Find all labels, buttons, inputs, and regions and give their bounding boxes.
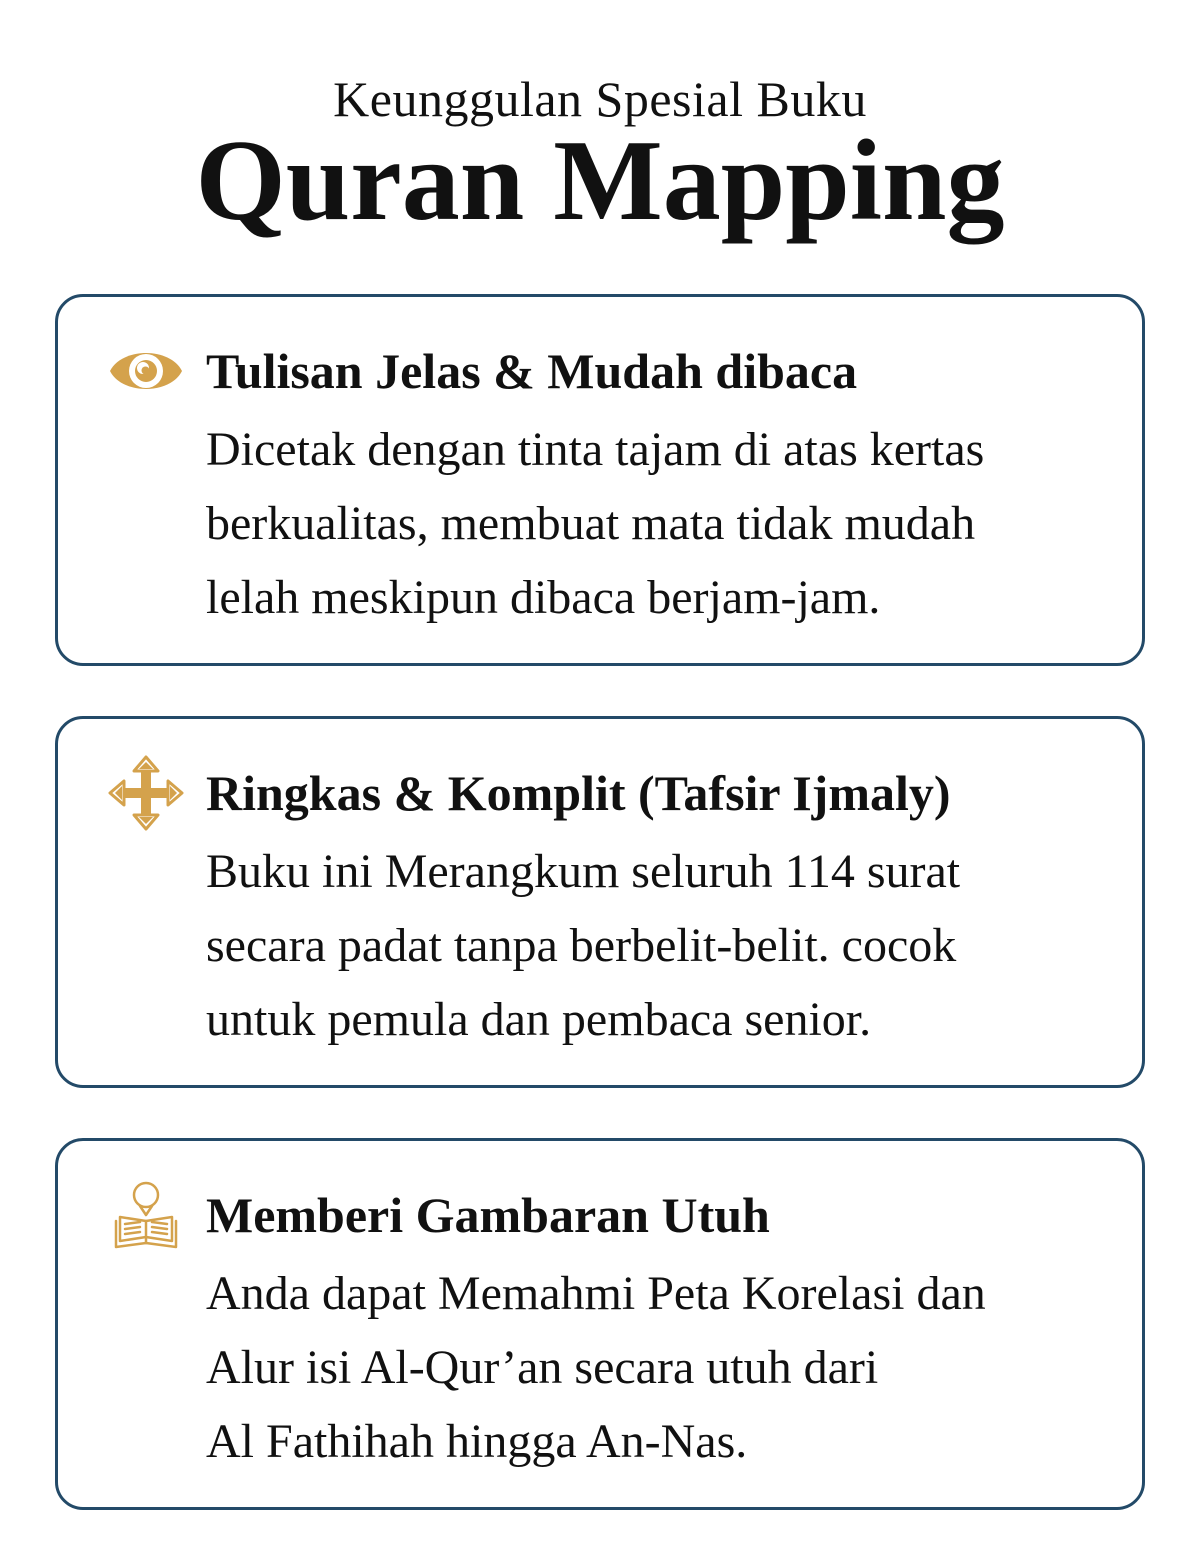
feature-description-line: Dicetak dengan tinta tajam di atas kertas: [206, 423, 985, 476]
feature-description-line: lelah meskipun dibaca berjam-jam.: [206, 571, 881, 624]
feature-card-concise: [55, 716, 1145, 1088]
feature-description: [206, 835, 1126, 1057]
open-book-icon: [106, 1175, 186, 1255]
feature-description-line: Al Fathihah hingga An-Nas.: [206, 1415, 748, 1468]
feature-description-line: berkualitas, membuat mata tidak mudah: [206, 497, 976, 550]
feature-description-line: untuk pemula dan pembaca senior.: [206, 993, 872, 1046]
page-header: [0, 70, 1200, 245]
feature-card-readability: [55, 294, 1145, 666]
feature-description-line: Anda dapat Memahmi Peta Korelasi dan: [206, 1267, 986, 1320]
feature-title: Memberi Gambaran Utuh: [206, 1187, 770, 1243]
feature-description-line: Buku ini Merangkum seluruh 114 surat: [206, 845, 961, 898]
feature-title: Tulisan Jelas & Mudah dibaca: [206, 343, 858, 399]
page-subtitle: Keunggulan Spesial Buku: [333, 71, 867, 127]
feature-description-line: secara padat tanpa berbelit-belit. cocok: [206, 919, 957, 972]
feature-description: [206, 1257, 1126, 1479]
feature-description: [206, 413, 1126, 635]
eye-icon: [106, 331, 186, 411]
feature-description-line: Alur isi Al-Qur’an secara utuh dari: [206, 1341, 879, 1394]
move-arrows-icon: [106, 753, 186, 833]
page-title: Quran Mapping: [195, 117, 1005, 245]
feature-title: Ringkas & Komplit (Tafsir Ijmaly): [206, 765, 951, 821]
feature-card-overview: [55, 1138, 1145, 1510]
